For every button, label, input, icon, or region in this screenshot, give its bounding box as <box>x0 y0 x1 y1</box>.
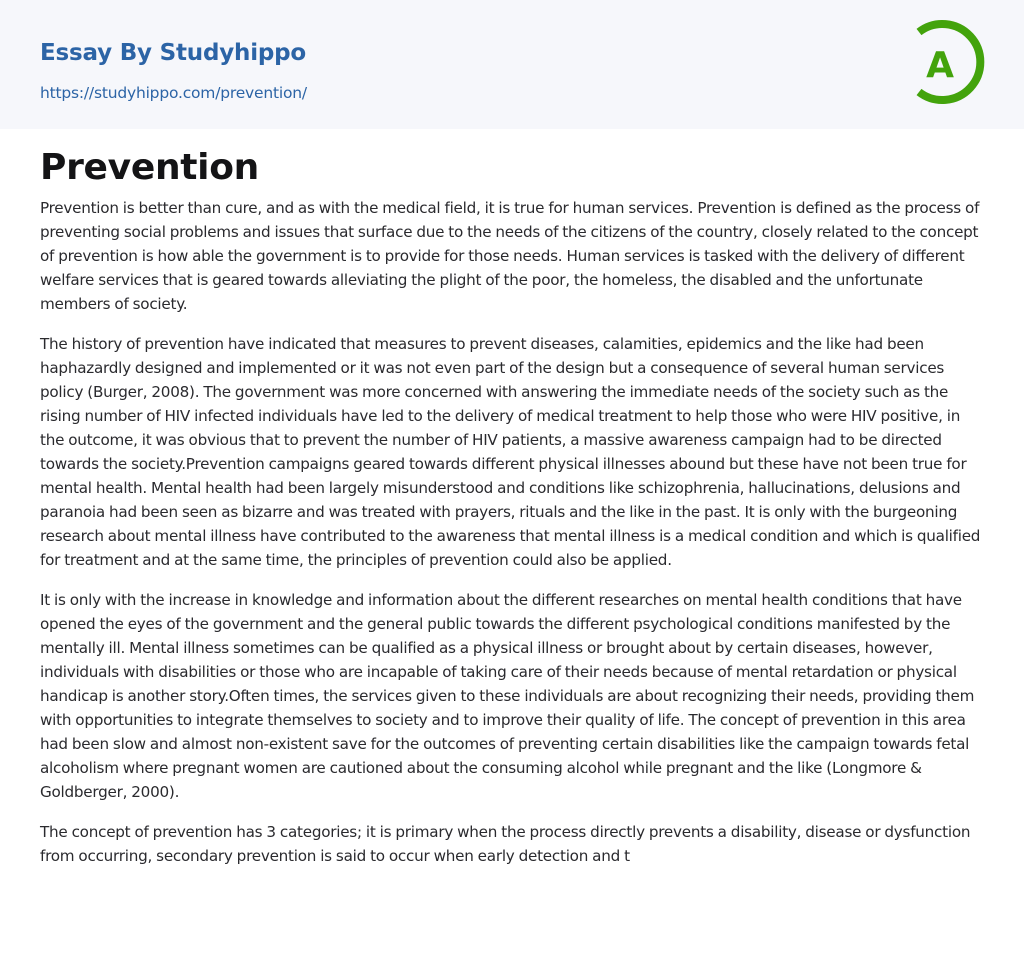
site-title: Essay By Studyhippo <box>40 40 307 66</box>
essay-url-link[interactable]: https://studyhippo.com/prevention/ <box>40 84 307 102</box>
site-header <box>0 0 1024 129</box>
article-paragraph-3: It is only with the increase in knowledge and information about the different researches on mental health conditions that have opened the eyes of the government and the general public towards the different psychological conditions manifested by the mentally ill. Mental illness sometimes can be qualified as a physical illness or brought about by certain diseases, however, individuals with disabilities or those who are incapable of taking care of their needs because of mental retardation or physical handicap is another story.Often times, the services given to these individuals are about recognizing their needs, providing them with opportunities to integrate themselves to society and to improve their quality of life. The concept of prevention in this area had been slow and almost non-existent save for the outcomes of preventing certain disabilities like the campaign towards fetal alcoholism where pregnant women are cautioned about the consuming alcohol while pregnant and the like (Longmore & Goldberger, 2000). <box>40 591 975 801</box>
article-paragraph-1: Prevention is better than cure, and as with the medical field, it is true for human services. Prevention is defined as the process of preventing social problems and issues that surface due to the needs of the citizens of the country, closely related to the concept of prevention is how able the government is to provide for those needs. Human services is tasked with the delivery of different welfare services that is geared towards alleviating the plight of the poor, the homeless, the disabled and the unfortunate members of society. <box>40 199 980 313</box>
page-title: Prevention <box>40 147 259 188</box>
studyhippo-logo-icon[interactable] <box>910 18 988 106</box>
logo-letter: A <box>926 45 954 86</box>
article-paragraph-4: The concept of prevention has 3 categories; it is primary when the process directly prevents a disability, disease or dysfunction from occurring, secondary prevention is said to occur when early detection and t <box>40 823 971 865</box>
article-paragraph-2: The history of prevention have indicated that measures to prevent diseases, calamities, epidemics and the like had been haphazardly designed and implemented or it was not even part of the design but a consequence of several human services policy (Burger, 2008). The government was more concerned with answering the immediate needs of the society such as the rising number of HIV infected individuals have led to the delivery of medical treatment to help those who were HIV positive, in the outcome, it was obvious that to prevent the number of HIV patients, a massive awareness campaign had to be directed towards the society.Prevention campaigns geared towards different physical illnesses abound but these have not been true for mental health. Mental health had been largely misunderstood and conditions like schizophrenia, hallucinations, delusions and paranoia had been seen as bizarre and was treated with prayers, rituals and the like in the past. It is only with the burgeoning research about mental illness have contributed to the awareness that mental illness is a medical condition and which is qualified for treatment and at the same time, the principles of prevention could also be applied. <box>40 335 981 569</box>
article <box>0 129 1024 868</box>
